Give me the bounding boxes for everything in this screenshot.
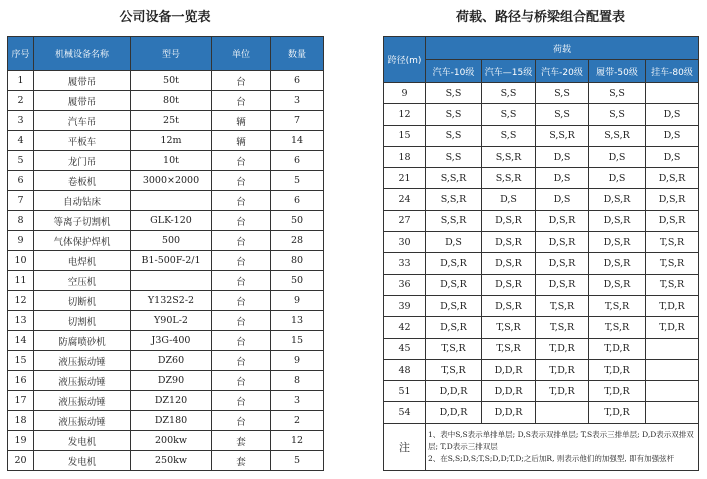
table-cell: T,S,R [482, 317, 536, 338]
load-col-header: 汽车-10级 [426, 60, 482, 83]
table-row [384, 359, 699, 380]
table-cell: 液压振动锤 [34, 411, 131, 431]
table-row [8, 211, 324, 231]
table-cell: 21 [384, 168, 426, 189]
table-cell: T,S,R [589, 317, 646, 338]
table-cell: D,S,R [536, 253, 589, 274]
note-label: 注 [384, 423, 426, 470]
table-cell: 2 [8, 91, 34, 111]
table-row [8, 271, 324, 291]
table-row [384, 83, 699, 104]
col-header-name: 机械设备名称 [34, 37, 131, 71]
table-cell: D,D,R [426, 402, 482, 423]
table-cell: D,D,R [482, 381, 536, 402]
table-cell: 9 [384, 83, 426, 104]
table-cell: 切断机 [34, 291, 131, 311]
table-cell [646, 402, 699, 423]
col-header-quantity: 数量 [271, 37, 324, 71]
table-cell [646, 83, 699, 104]
table-cell: 履带吊 [34, 91, 131, 111]
table-cell: D,S,R [426, 253, 482, 274]
table-cell: S,S [426, 104, 482, 125]
table-row [8, 151, 324, 171]
table-cell [646, 359, 699, 380]
table-cell: T,S,R [589, 295, 646, 316]
table-cell: D,S,R [482, 253, 536, 274]
table-cell: 3 [271, 391, 324, 411]
load-col-header: 履带-50级 [589, 60, 646, 83]
table-cell: 发电机 [34, 451, 131, 471]
table-cell: 11 [8, 271, 34, 291]
table-cell: T,D,R [646, 317, 699, 338]
table-cell: S,S,R [426, 168, 482, 189]
load-col-header: 汽车-20级 [536, 60, 589, 83]
table-cell: S,S,R [482, 146, 536, 167]
col-header-model: 型号 [131, 37, 212, 71]
table-cell: S,S,R [482, 168, 536, 189]
table-cell: D,S,R [426, 274, 482, 295]
table-cell: S,S [589, 83, 646, 104]
table-cell: D,D,R [426, 381, 482, 402]
table-cell: T,D,R [589, 359, 646, 380]
table-cell: 套 [212, 451, 271, 471]
table-cell: 6 [271, 191, 324, 211]
table-cell: 39 [384, 295, 426, 316]
table-cell: D,S [536, 168, 589, 189]
table-row [8, 431, 324, 451]
table-cell: D,S,R [589, 189, 646, 210]
table-cell: 5 [271, 171, 324, 191]
table-row [384, 232, 699, 253]
table-cell: 8 [271, 371, 324, 391]
table-cell: D,S [589, 168, 646, 189]
table-cell: T,D,R [589, 402, 646, 423]
table-row [384, 381, 699, 402]
table-cell: 10t [131, 151, 212, 171]
table-row [8, 311, 324, 331]
table-cell: S,S [589, 104, 646, 125]
table-cell: 台 [212, 311, 271, 331]
table-cell: 4 [8, 131, 34, 151]
load-subheader-row [384, 60, 699, 83]
table-cell: 12 [384, 104, 426, 125]
table-cell: 台 [212, 411, 271, 431]
table-cell: 台 [212, 71, 271, 91]
table-cell: D,S,R [482, 295, 536, 316]
table-cell: 9 [271, 291, 324, 311]
table-row [8, 131, 324, 151]
table-cell [131, 271, 212, 291]
table-cell: J3G-400 [131, 331, 212, 351]
table-row [8, 111, 324, 131]
table-row [8, 411, 324, 431]
table-cell: 5 [8, 151, 34, 171]
table-cell: 45 [384, 338, 426, 359]
table-cell: 27 [384, 210, 426, 231]
table-cell: S,S [536, 83, 589, 104]
table-cell: 履带吊 [34, 71, 131, 91]
table-cell: 7 [271, 111, 324, 131]
table-cell: 18 [384, 146, 426, 167]
table-row [384, 168, 699, 189]
table-cell: 16 [8, 371, 34, 391]
table-cell: T,S,R [646, 232, 699, 253]
table-cell: 50 [271, 271, 324, 291]
table-cell: T,S,R [536, 295, 589, 316]
table-cell: D,S,R [589, 232, 646, 253]
table-cell: 台 [212, 271, 271, 291]
table-cell: D,S,R [482, 274, 536, 295]
table-cell: D,S,R [589, 274, 646, 295]
table-cell: 台 [212, 191, 271, 211]
table-cell: T,D,R [536, 338, 589, 359]
table-cell: 台 [212, 151, 271, 171]
table-cell: 7 [8, 191, 34, 211]
table-cell: S,S,R [426, 189, 482, 210]
table-cell: 13 [271, 311, 324, 331]
table-cell: 套 [212, 431, 271, 451]
table-cell: 15 [271, 331, 324, 351]
equipment-table-title: 公司设备一览表 [119, 10, 211, 25]
table-cell: 台 [212, 351, 271, 371]
col-header-unit: 单位 [212, 37, 271, 71]
table-cell: 切割机 [34, 311, 131, 331]
table-cell: 20 [8, 451, 34, 471]
table-cell: D,S,R [536, 210, 589, 231]
table-row [8, 171, 324, 191]
table-row [8, 91, 324, 111]
table-cell: D,S,R [482, 210, 536, 231]
table-cell: 9 [271, 351, 324, 371]
table-cell: 6 [271, 151, 324, 171]
table-cell: 6 [8, 171, 34, 191]
table-cell: D,D,R [482, 359, 536, 380]
table-cell: 电焊机 [34, 251, 131, 271]
table-cell: B1-500F-2/1 [131, 251, 212, 271]
table-cell: T,S,R [426, 338, 482, 359]
table-row [384, 210, 699, 231]
table-cell: 42 [384, 317, 426, 338]
table-cell: T,S,R [536, 317, 589, 338]
table-cell: 51 [384, 381, 426, 402]
table-cell: D,D,R [482, 402, 536, 423]
table-cell: 空压机 [34, 271, 131, 291]
table-cell: 14 [8, 331, 34, 351]
table-cell: 3 [271, 91, 324, 111]
table-row [384, 402, 699, 423]
table-row [384, 253, 699, 274]
table-cell: 33 [384, 253, 426, 274]
equipment-header-row [8, 37, 324, 71]
table-row [384, 295, 699, 316]
table-row [8, 191, 324, 211]
table-cell: 卷板机 [34, 171, 131, 191]
table-row [384, 104, 699, 125]
table-cell: D,S,R [426, 317, 482, 338]
table-cell: 发电机 [34, 431, 131, 451]
table-cell: 辆 [212, 111, 271, 131]
table-row [384, 338, 699, 359]
table-cell: T,D,R [536, 359, 589, 380]
note-row [384, 423, 699, 470]
span-header: 跨径(m) [384, 37, 426, 83]
table-cell: T,S,R [482, 338, 536, 359]
table-cell: 12 [271, 431, 324, 451]
col-header-index: 序号 [8, 37, 34, 71]
table-cell: Y90L-2 [131, 311, 212, 331]
table-cell: 250kw [131, 451, 212, 471]
table-cell: S,S [482, 104, 536, 125]
table-row [384, 125, 699, 146]
table-cell: S,S [482, 125, 536, 146]
table-cell: 台 [212, 171, 271, 191]
table-cell: 台 [212, 371, 271, 391]
table-cell: T,S,R [646, 274, 699, 295]
table-cell: 50 [271, 211, 324, 231]
table-cell: D,S,R [426, 295, 482, 316]
table-row [384, 146, 699, 167]
table-cell: 19 [8, 431, 34, 451]
table-cell: DZ180 [131, 411, 212, 431]
table-row [384, 189, 699, 210]
table-cell: 54 [384, 402, 426, 423]
table-cell: 液压振动锤 [34, 391, 131, 411]
table-cell: 3000×2000 [131, 171, 212, 191]
equipment-table [7, 36, 324, 471]
table-cell: 48 [384, 359, 426, 380]
table-cell: 液压振动锤 [34, 351, 131, 371]
table-row [8, 331, 324, 351]
table-cell: 台 [212, 231, 271, 251]
table-cell: S,S,R [589, 125, 646, 146]
table-cell: D,S [482, 189, 536, 210]
table-cell: DZ60 [131, 351, 212, 371]
table-cell: 台 [212, 251, 271, 271]
table-cell: S,S [536, 104, 589, 125]
table-cell: 防腐喷砂机 [34, 331, 131, 351]
table-cell: 25t [131, 111, 212, 131]
table-cell: 辆 [212, 131, 271, 151]
note-line: 2、在S,S;D,S;T,S;D,D;T,D;之后加R, 则表示他们的加强型, 即有加强弦杆 [428, 453, 675, 463]
note-line: 1、表中S,S表示单排单层; D,S表示双排单层; T,S表示三排单层; D,D表示双排双层; T,D表示三排双层 [428, 429, 694, 451]
table-cell: D,S [646, 125, 699, 146]
table-cell: T,D,R [646, 295, 699, 316]
table-cell: D,S [536, 189, 589, 210]
table-cell: D,S,R [646, 210, 699, 231]
table-cell: 台 [212, 331, 271, 351]
table-cell: 气体保护焊机 [34, 231, 131, 251]
table-cell: T,D,R [536, 381, 589, 402]
table-cell: T,D,R [589, 338, 646, 359]
table-cell: 80t [131, 91, 212, 111]
bridge-table-title: 荷载、路径与桥梁组合配置表 [455, 10, 625, 25]
note-text [426, 423, 699, 470]
table-cell: 14 [271, 131, 324, 151]
table-cell: S,S,R [536, 125, 589, 146]
table-cell: 28 [271, 231, 324, 251]
table-cell: 15 [384, 125, 426, 146]
table-cell: D,S [426, 232, 482, 253]
table-cell: S,S [482, 83, 536, 104]
table-cell: 12 [8, 291, 34, 311]
table-cell: DZ120 [131, 391, 212, 411]
table-cell: D,S,R [589, 210, 646, 231]
table-cell: S,S,R [426, 210, 482, 231]
table-row [8, 371, 324, 391]
table-cell: GLK-120 [131, 211, 212, 231]
table-cell: 6 [271, 71, 324, 91]
table-cell: T,D,R [589, 381, 646, 402]
table-cell [646, 381, 699, 402]
bridge-config-table [383, 36, 699, 471]
table-cell: D,S [536, 146, 589, 167]
table-cell: 80 [271, 251, 324, 271]
table-row [8, 351, 324, 371]
table-cell: DZ90 [131, 371, 212, 391]
table-cell: 24 [384, 189, 426, 210]
table-cell [536, 402, 589, 423]
table-row [8, 451, 324, 471]
table-cell: 18 [8, 411, 34, 431]
load-header: 荷载 [426, 37, 699, 60]
table-cell: 平板车 [34, 131, 131, 151]
load-col-header: 挂车-80级 [646, 60, 699, 83]
table-row [384, 317, 699, 338]
table-cell: 台 [212, 291, 271, 311]
table-cell: D,S,R [536, 274, 589, 295]
table-cell: S,S [426, 146, 482, 167]
table-cell: 30 [384, 232, 426, 253]
table-cell: 汽车吊 [34, 111, 131, 131]
table-cell: 8 [8, 211, 34, 231]
table-cell: T,S,R [646, 253, 699, 274]
table-cell: 200kw [131, 431, 212, 451]
table-cell: 500 [131, 231, 212, 251]
table-cell: 50t [131, 71, 212, 91]
table-cell: D,S [646, 104, 699, 125]
table-cell: 台 [212, 391, 271, 411]
table-row [8, 251, 324, 271]
table-row [384, 274, 699, 295]
load-col-header: 汽车—15级 [482, 60, 536, 83]
table-cell: D,S,R [536, 232, 589, 253]
table-cell: D,S,R [646, 168, 699, 189]
table-cell: 3 [8, 111, 34, 131]
table-cell [646, 338, 699, 359]
table-cell: 龙门吊 [34, 151, 131, 171]
table-cell: S,S [426, 83, 482, 104]
table-row [8, 291, 324, 311]
table-cell: 自动钻床 [34, 191, 131, 211]
table-cell: Y132S2-2 [131, 291, 212, 311]
table-cell: D,S,R [589, 253, 646, 274]
table-cell: 17 [8, 391, 34, 411]
table-cell: 1 [8, 71, 34, 91]
table-cell: T,S,R [426, 359, 482, 380]
table-row [8, 231, 324, 251]
table-cell: S,S [426, 125, 482, 146]
table-row [8, 391, 324, 411]
table-cell: 13 [8, 311, 34, 331]
table-cell: 台 [212, 91, 271, 111]
table-cell: D,S [589, 146, 646, 167]
table-cell: D,S,R [482, 232, 536, 253]
table-cell: 2 [271, 411, 324, 431]
table-cell: 10 [8, 251, 34, 271]
table-row [8, 71, 324, 91]
table-cell: 台 [212, 211, 271, 231]
bridge-header-row [384, 37, 699, 60]
table-cell: 5 [271, 451, 324, 471]
table-cell: 36 [384, 274, 426, 295]
table-cell: D,S [646, 146, 699, 167]
table-cell [131, 191, 212, 211]
table-cell: 9 [8, 231, 34, 251]
table-cell: 液压振动锤 [34, 371, 131, 391]
table-cell: 等离子切割机 [34, 211, 131, 231]
table-cell: D,S,R [646, 189, 699, 210]
table-cell: 12m [131, 131, 212, 151]
table-cell: 15 [8, 351, 34, 371]
